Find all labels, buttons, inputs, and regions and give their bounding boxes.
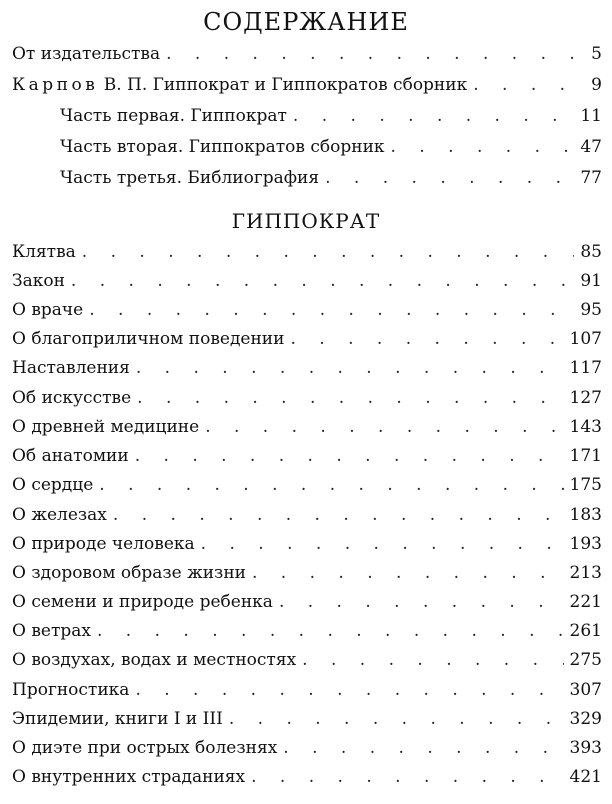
toc-entry bbox=[12, 505, 602, 531]
entry-title-text: В. П. Гиппократ и Гиппократов сборник bbox=[103, 75, 468, 95]
entry-title: Часть третья. Библиография bbox=[60, 168, 320, 188]
page-number: 175 bbox=[569, 475, 602, 495]
leader-dots bbox=[135, 446, 564, 466]
entry-title: Эпидемии, книги I и III bbox=[12, 709, 223, 729]
leader-dots bbox=[89, 300, 574, 320]
toc-entry bbox=[12, 621, 602, 647]
toc-entry bbox=[12, 650, 602, 676]
toc-entry bbox=[12, 271, 602, 297]
entry-title: О воздухах, водах и местностях bbox=[12, 650, 297, 670]
toc-entry bbox=[12, 242, 602, 268]
entry-title: От издательства bbox=[12, 44, 161, 64]
toc-entry bbox=[12, 388, 602, 414]
toc-entry bbox=[12, 563, 602, 589]
page-number: 9 bbox=[591, 75, 602, 95]
entry-title: Об искусстве bbox=[12, 388, 132, 408]
leader-dots bbox=[302, 650, 563, 670]
leader-dots bbox=[97, 621, 564, 641]
toc-entry bbox=[60, 137, 602, 163]
entry-title: О семени и природе ребенка bbox=[12, 592, 273, 612]
leader-dots bbox=[166, 44, 582, 64]
page-number: 421 bbox=[569, 767, 602, 787]
section-title: ГИППОКРАТ bbox=[231, 209, 381, 233]
page-number: 193 bbox=[569, 534, 602, 554]
page-number: 213 bbox=[569, 563, 602, 583]
contents-title: СОДЕРЖАНИЕ bbox=[203, 8, 409, 36]
entry-title: О железах bbox=[12, 505, 107, 525]
leader-dots bbox=[99, 475, 563, 495]
leader-dots bbox=[325, 168, 574, 188]
leader-dots bbox=[205, 417, 563, 437]
entry-title: О сердце bbox=[12, 475, 94, 495]
leader-dots bbox=[252, 563, 564, 583]
leader-dots bbox=[71, 271, 574, 291]
leader-dots bbox=[135, 680, 563, 700]
page-number: 47 bbox=[580, 137, 602, 157]
leader-dots bbox=[113, 505, 564, 525]
entry-title bbox=[12, 75, 473, 95]
toc-entry bbox=[12, 358, 602, 384]
entry-title: О внутренних страданиях bbox=[12, 767, 246, 787]
leader-dots bbox=[293, 106, 574, 126]
toc-entry bbox=[12, 767, 602, 793]
leader-dots bbox=[391, 137, 575, 157]
author-name: Карпов bbox=[12, 75, 99, 95]
page-number: 107 bbox=[569, 329, 602, 349]
entry-title: О здоровом образе жизни bbox=[12, 563, 246, 583]
toc-entry bbox=[12, 446, 602, 472]
page-number: 77 bbox=[580, 168, 602, 188]
page-number: 275 bbox=[569, 650, 602, 670]
entry-title: Наставления bbox=[12, 358, 130, 378]
page-number: 95 bbox=[580, 300, 602, 320]
toc-entry bbox=[12, 534, 602, 560]
page-number: 85 bbox=[580, 242, 602, 262]
page-number: 171 bbox=[569, 446, 602, 466]
page-number: 261 bbox=[569, 621, 602, 641]
toc-entry bbox=[12, 300, 602, 326]
toc-entry bbox=[12, 738, 602, 764]
page-number: 307 bbox=[569, 680, 602, 700]
entry-title: Клятва bbox=[12, 242, 76, 262]
toc-entry bbox=[12, 44, 602, 70]
entry-title: Часть первая. Гиппократ bbox=[60, 106, 287, 126]
leader-dots bbox=[290, 329, 563, 349]
leader-dots bbox=[473, 75, 582, 95]
toc-entry bbox=[60, 168, 602, 194]
leader-dots bbox=[283, 738, 563, 758]
toc-entry bbox=[12, 709, 602, 735]
toc-entry bbox=[60, 106, 602, 132]
entry-title: О диэте при острых болезнях bbox=[12, 738, 278, 758]
entry-title: Об анатомии bbox=[12, 446, 129, 466]
toc-entry bbox=[12, 75, 602, 101]
leader-dots bbox=[229, 709, 564, 729]
page-number: 183 bbox=[569, 505, 602, 525]
leader-dots bbox=[251, 767, 563, 787]
leader-dots bbox=[279, 592, 564, 612]
entry-title: О враче bbox=[12, 300, 84, 320]
entry-title: Прогностика bbox=[12, 680, 130, 700]
leader-dots bbox=[136, 358, 564, 378]
toc-entry bbox=[12, 680, 602, 706]
entry-title: О древней медицине bbox=[12, 417, 200, 437]
toc-entry bbox=[12, 329, 602, 355]
entry-title: О природе человека bbox=[12, 534, 195, 554]
leader-dots bbox=[82, 242, 575, 262]
entry-title: О благоприличном поведении bbox=[12, 329, 285, 349]
toc-entry bbox=[12, 417, 602, 443]
page-number: 117 bbox=[569, 358, 602, 378]
page-number: 11 bbox=[580, 106, 602, 126]
page-number: 143 bbox=[569, 417, 602, 437]
page-number: 221 bbox=[569, 592, 602, 612]
entry-title: Часть вторая. Гиппократов сборник bbox=[60, 137, 385, 157]
page-number: 127 bbox=[569, 388, 602, 408]
page-number: 329 bbox=[569, 709, 602, 729]
page-number: 393 bbox=[569, 738, 602, 758]
entry-title: О ветрах bbox=[12, 621, 91, 641]
leader-dots bbox=[137, 388, 563, 408]
toc-entry bbox=[12, 475, 602, 501]
page-number: 91 bbox=[580, 271, 602, 291]
page-number: 5 bbox=[591, 44, 602, 64]
entry-title: Закон bbox=[12, 271, 65, 291]
toc-entry bbox=[12, 592, 602, 618]
leader-dots bbox=[201, 534, 564, 554]
